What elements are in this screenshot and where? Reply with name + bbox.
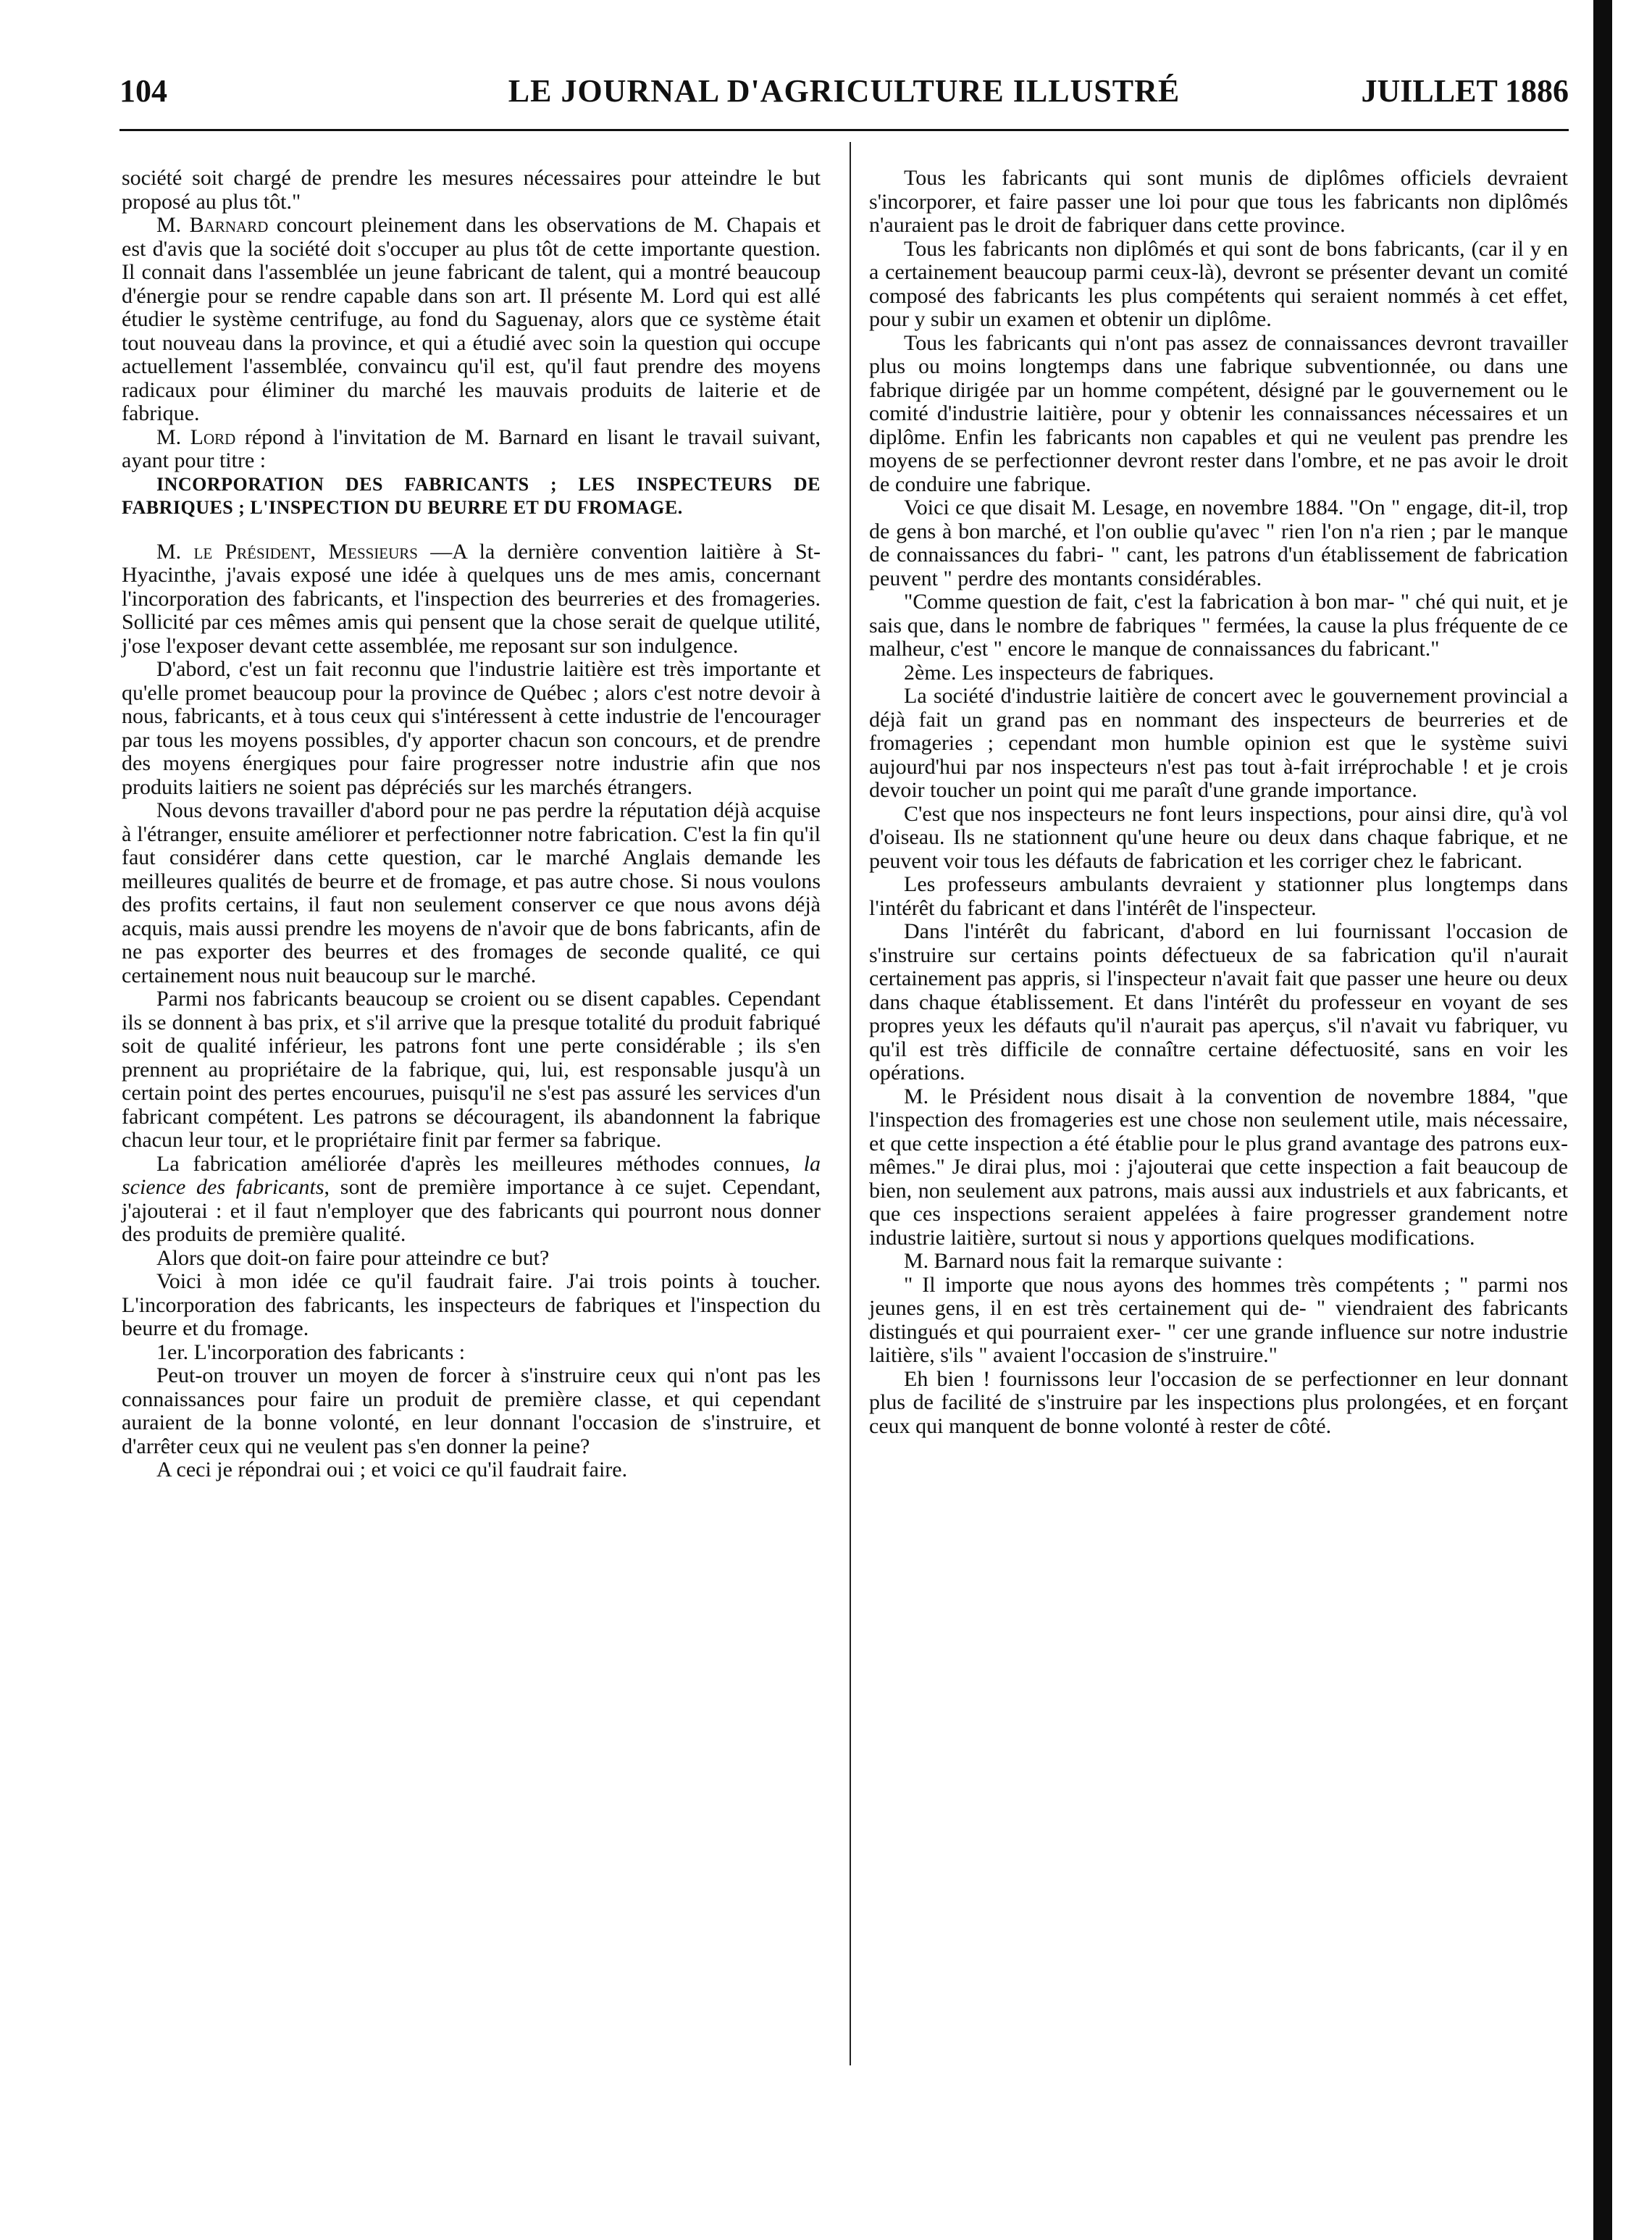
paragraph: La société d'industrie laitière de concert avec le gouvernement provincial a déjà fait un grand pas en nommant des inspecteurs de beurreries et de fromageries ; cependant mon humble opinion est que le système suivi aujourd'hui par nos inspecteurs n'est pas tout à-fait irréprochable ! et je crois devoir toucher un point qui me paraît d'une grande importance. bbox=[869, 684, 1568, 802]
paragraph: D'abord, c'est un fait reconnu que l'industrie laitière est très importante et qu'elle promet beaucoup pour la province de Québec ; alors c'est notre devoir à nous, fabricants, et à tous ceux qui s'intéressent à cette industrie de l'encourager par tous les moyens possibles, d'y apporter chacun son concours, et de prendre des moyens énergiques pour faire progresser notre industrie afin que nos produits laitiers ne soient pas dépréciés sur les marchés étrangers. bbox=[122, 657, 821, 799]
left-column bbox=[122, 167, 821, 1482]
page-header bbox=[120, 72, 1569, 116]
paragraph: 2ème. Les inspecteurs de fabriques. bbox=[904, 660, 1215, 685]
right-column bbox=[869, 167, 1568, 1438]
speaker-name: M. Lord bbox=[156, 425, 236, 449]
paragraph: M. Lord répond à l'invitation de M. Barnard en lisant le travail suivant, ayant pour titre : bbox=[122, 425, 821, 472]
paragraph: Alors que doit-on faire pour atteindre ce but? bbox=[156, 1245, 550, 1270]
journal-title: LE JOURNAL D'AGRICULTURE ILLUSTRÉ bbox=[508, 73, 1181, 109]
paragraph: société soit chargé de prendre les mesures nécessaires pour atteindre le but proposé au plus tôt." bbox=[122, 166, 821, 214]
paragraph: M. Barnard concourt pleinement dans les observations de M. Chapais et est d'avis que la société doit s'occuper au plus tôt de cette importante question. Il connait dans l'assemblée un jeune fabricant de talent, qui a montré beaucoup d'énergie pour se rendre capable dans son art. Il présente M. Lord qui est allé étudier le système centrifuge, au fond du Saguenay, alors que ce système était tout nouveau dans la province, et qui a étudié avec soin la question qui occupe actuellement l'assemblée, convaincu qu'il est, qu'il faut prendre des moyens radicaux pour éliminer du marché les mauvais produits de laiterie et de fabrique. bbox=[122, 213, 821, 425]
paragraph: Tous les fabricants qui n'ont pas assez de connaissances devront travailler plus ou moins longtemps dans une fabrique subventionnée, ou dans une fabrique dirigée par un homme compétent, désigné par le gouvernement ou le comité d'industrie laitière, pour y obtenir les connaissances nécessaires et un diplôme. Enfin les fabricants non capables et qui ne veulent pas prendre les moyens de se perfectionner devront rester dans l'ombre, et ne pas avoir le droit de conduire une fabrique. bbox=[869, 330, 1568, 496]
paragraph: Les professeurs ambulants devraient y stationner plus longtemps dans l'intérêt du fabricant et dans l'intérêt de l'inspecteur. bbox=[869, 872, 1568, 920]
paragraph: " Il importe que nous ayons des hommes très compétents ; " parmi nos jeunes gens, il en est très certainement qui de- " viendraient des fabricants distingués et qui pourraient exer- " cer une grande influence sur notre industrie laitière, s'ils " avaient l'occasion de s'instruire." bbox=[869, 1272, 1568, 1367]
speaker-name: M. le Président, Messieurs bbox=[156, 539, 418, 564]
paragraph: Nous devons travailler d'abord pour ne pas perdre la réputation déjà acquise à l'étranger, ensuite améliorer et perfectionner notre fabrication. C'est la fin qu'il faut considérer dans cette question, car le marché Anglais demande les meilleures qualités de beurre et de fromage, et pas autre chose. Si nous voulons des profits certains, il faut non seulement conserver ce que nous avons déjà acquis, mais aussi prendre les moyens de n'avoir que de bons fabricants, afin de ne pas exporter des beurres et des fromages de seconde qualité, ce qui certainement nous nuit beaucoup sur le marché. bbox=[122, 798, 821, 987]
scan-edge-bar bbox=[1593, 0, 1612, 2240]
issue-date: JUILLET 1886 bbox=[1361, 73, 1569, 109]
paragraph: La fabrication améliorée d'après les meilleures méthodes connues, la science des fabricants, sont de première importance à ce sujet. Cependant, j'ajouterai : et il faut n'employer que des fabricants qui pourront nous donner des produits de première qualité. bbox=[122, 1151, 821, 1246]
paragraph: Peut-on trouver un moyen de forcer à s'instruire ceux qui n'ont pas les connaissances pour faire un produit de première classe, et qui cependant auraient de la bonne volonté, en leur donnant l'occasion de s'instruire, et d'arrêter ceux qui ne veulent pas s'en donner la peine? bbox=[122, 1363, 821, 1458]
paragraph: Voici ce que disait M. Lesage, en novembre 1884. "On " engage, dit-il, trop de gens à bon marché, et l'on oublie qu'avec " rien l'on n'a rien ; par le manque de connaissances du fabri- " cant, les patrons d'un établissement de fabrication peuvent " perdre des montants considérables. bbox=[869, 496, 1568, 590]
paragraph: Voici à mon idée ce qu'il faudrait faire. J'ai trois points à toucher. L'incorporation des fabricants, les inspecteurs de fabriques et l'inspection du beurre et du fromage. bbox=[122, 1269, 821, 1340]
paragraph: C'est que nos inspecteurs ne font leurs inspections, pour ainsi dire, qu'à vol d'oiseau. Ils ne stationnent qu'une heure ou deux dans chaque fabrique, et ne peuvent voir tous les défauts de fabrication et les corriger chez le fabricant. bbox=[869, 801, 1568, 873]
paragraph: M. le Président, Messieurs —A la dernière convention laitière à St-Hyacinthe, j'avais exposé une idée à quelques uns de mes amis, concernant l'incorporation des fabricants, et l'inspection des beurreries et des fromageries. Sollicité par ces mêmes amis qui pensent que la chose serait de quelque utilité, j'ose l'exposer devant cette assemblée, me reposant sur son indulgence. bbox=[122, 539, 821, 658]
paragraph: 1er. L'incorporation des fabricants : bbox=[156, 1340, 466, 1364]
paragraph: A ceci je répondrai oui ; et voici ce qu'il faudrait faire. bbox=[156, 1458, 628, 1482]
header-rule bbox=[120, 129, 1569, 131]
paragraph: Parmi nos fabricants beaucoup se croient ou se disent capables. Cependant ils se donnent à bas prix, et s'il arrive que la presque totalité du produit fabriqué soit de qualité inférieur, les patrons font une perte considérable ; ils s'en prennent au propriétaire de la fabrique, qui, lui, est responsable jusqu'à un certain point des pertes encourues, puisqu'il ne s'est pas assuré les services d'un fabricant compétent. Les patrons se découragent, ils abandonnent la fabrique chacun leur tour, et le propriétaire finit par fermer sa fabrique. bbox=[122, 987, 821, 1152]
italic-phrase: la science des fabricants bbox=[122, 1151, 821, 1199]
speaker-name: M. Barnard bbox=[156, 213, 269, 237]
paragraph: "Comme question de fait, c'est la fabrication à bon mar- " ché qui nuit, et je sais que, dans le nombre de fabriques " fermées, la cause la plus fréquente de ce malheur, c'est " encore le manque de connaissances du fabricant." bbox=[869, 590, 1568, 661]
paragraph: M. le Président nous disait à la convention de novembre 1884, "que l'inspection des fromageries est une chose non seulement utile, mais nécessaire, et que cette inspection a été établie pour le plus grand avantage des patrons eux-mêmes." Je dirai plus, moi : j'ajouterai que cette inspection a fait beaucoup de bien, non seulement aux patrons, mais aussi aux industriels et aux fabricants, et que ces inspections seraient appelées à faire progresser grandement notre industrie laitière, surtout si nous y apportions quelques modifications. bbox=[869, 1084, 1568, 1250]
paragraph: Tous les fabricants qui sont munis de diplômes officiels devraient s'incorporer, et faire passer une loi pour que tous les fabricants non diplômés n'auraient pas le droit de fabriquer dans cette province. bbox=[869, 166, 1568, 237]
column-divider bbox=[850, 142, 851, 2065]
paragraph: M. Barnard nous fait la remarque suivante : bbox=[904, 1249, 1283, 1273]
paragraph: Tous les fabricants non diplômés et qui sont de bons fabricants, (car il y en a certainement beaucoup parmi ceux-là), devront se présenter devant un comité composé des fabricants les plus compétents qui seraient nommés à cet effet, pour y subir un examen et obtenir un diplôme. bbox=[869, 236, 1568, 331]
paragraph: Dans l'intérêt du fabricant, d'abord en lui fournissant l'occasion de s'instruire sur certains points défectueux de sa fabrication qu'il n'aurait certainement pas appris, si l'inspecteur n'avait fait que passer une heure ou deux dans chaque établissement. Et dans l'intérêt du professeur en voyant de ses propres yeux les défauts qu'il n'aurait pas aperçus, s'il n'avait vu fabriquer, vu qu'il est très difficile de connaître certaine défectuosité, sans en voir les opérations. bbox=[869, 919, 1568, 1085]
section-title: INCORPORATION DES FABRICANTS ; LES INSPECTEURS DE FABRIQUES ; L'INSPECTION DU BEURRE ET DU FROMAGE. bbox=[122, 473, 821, 518]
paragraph: Eh bien ! fournissons leur l'occasion de se perfectionner en leur donnant plus de facilité de s'instruire par les inspections plus prolongées, et en forçant ceux qui manquent de bonne volonté à rester de côté. bbox=[869, 1366, 1568, 1438]
page-number: 104 bbox=[120, 73, 167, 109]
